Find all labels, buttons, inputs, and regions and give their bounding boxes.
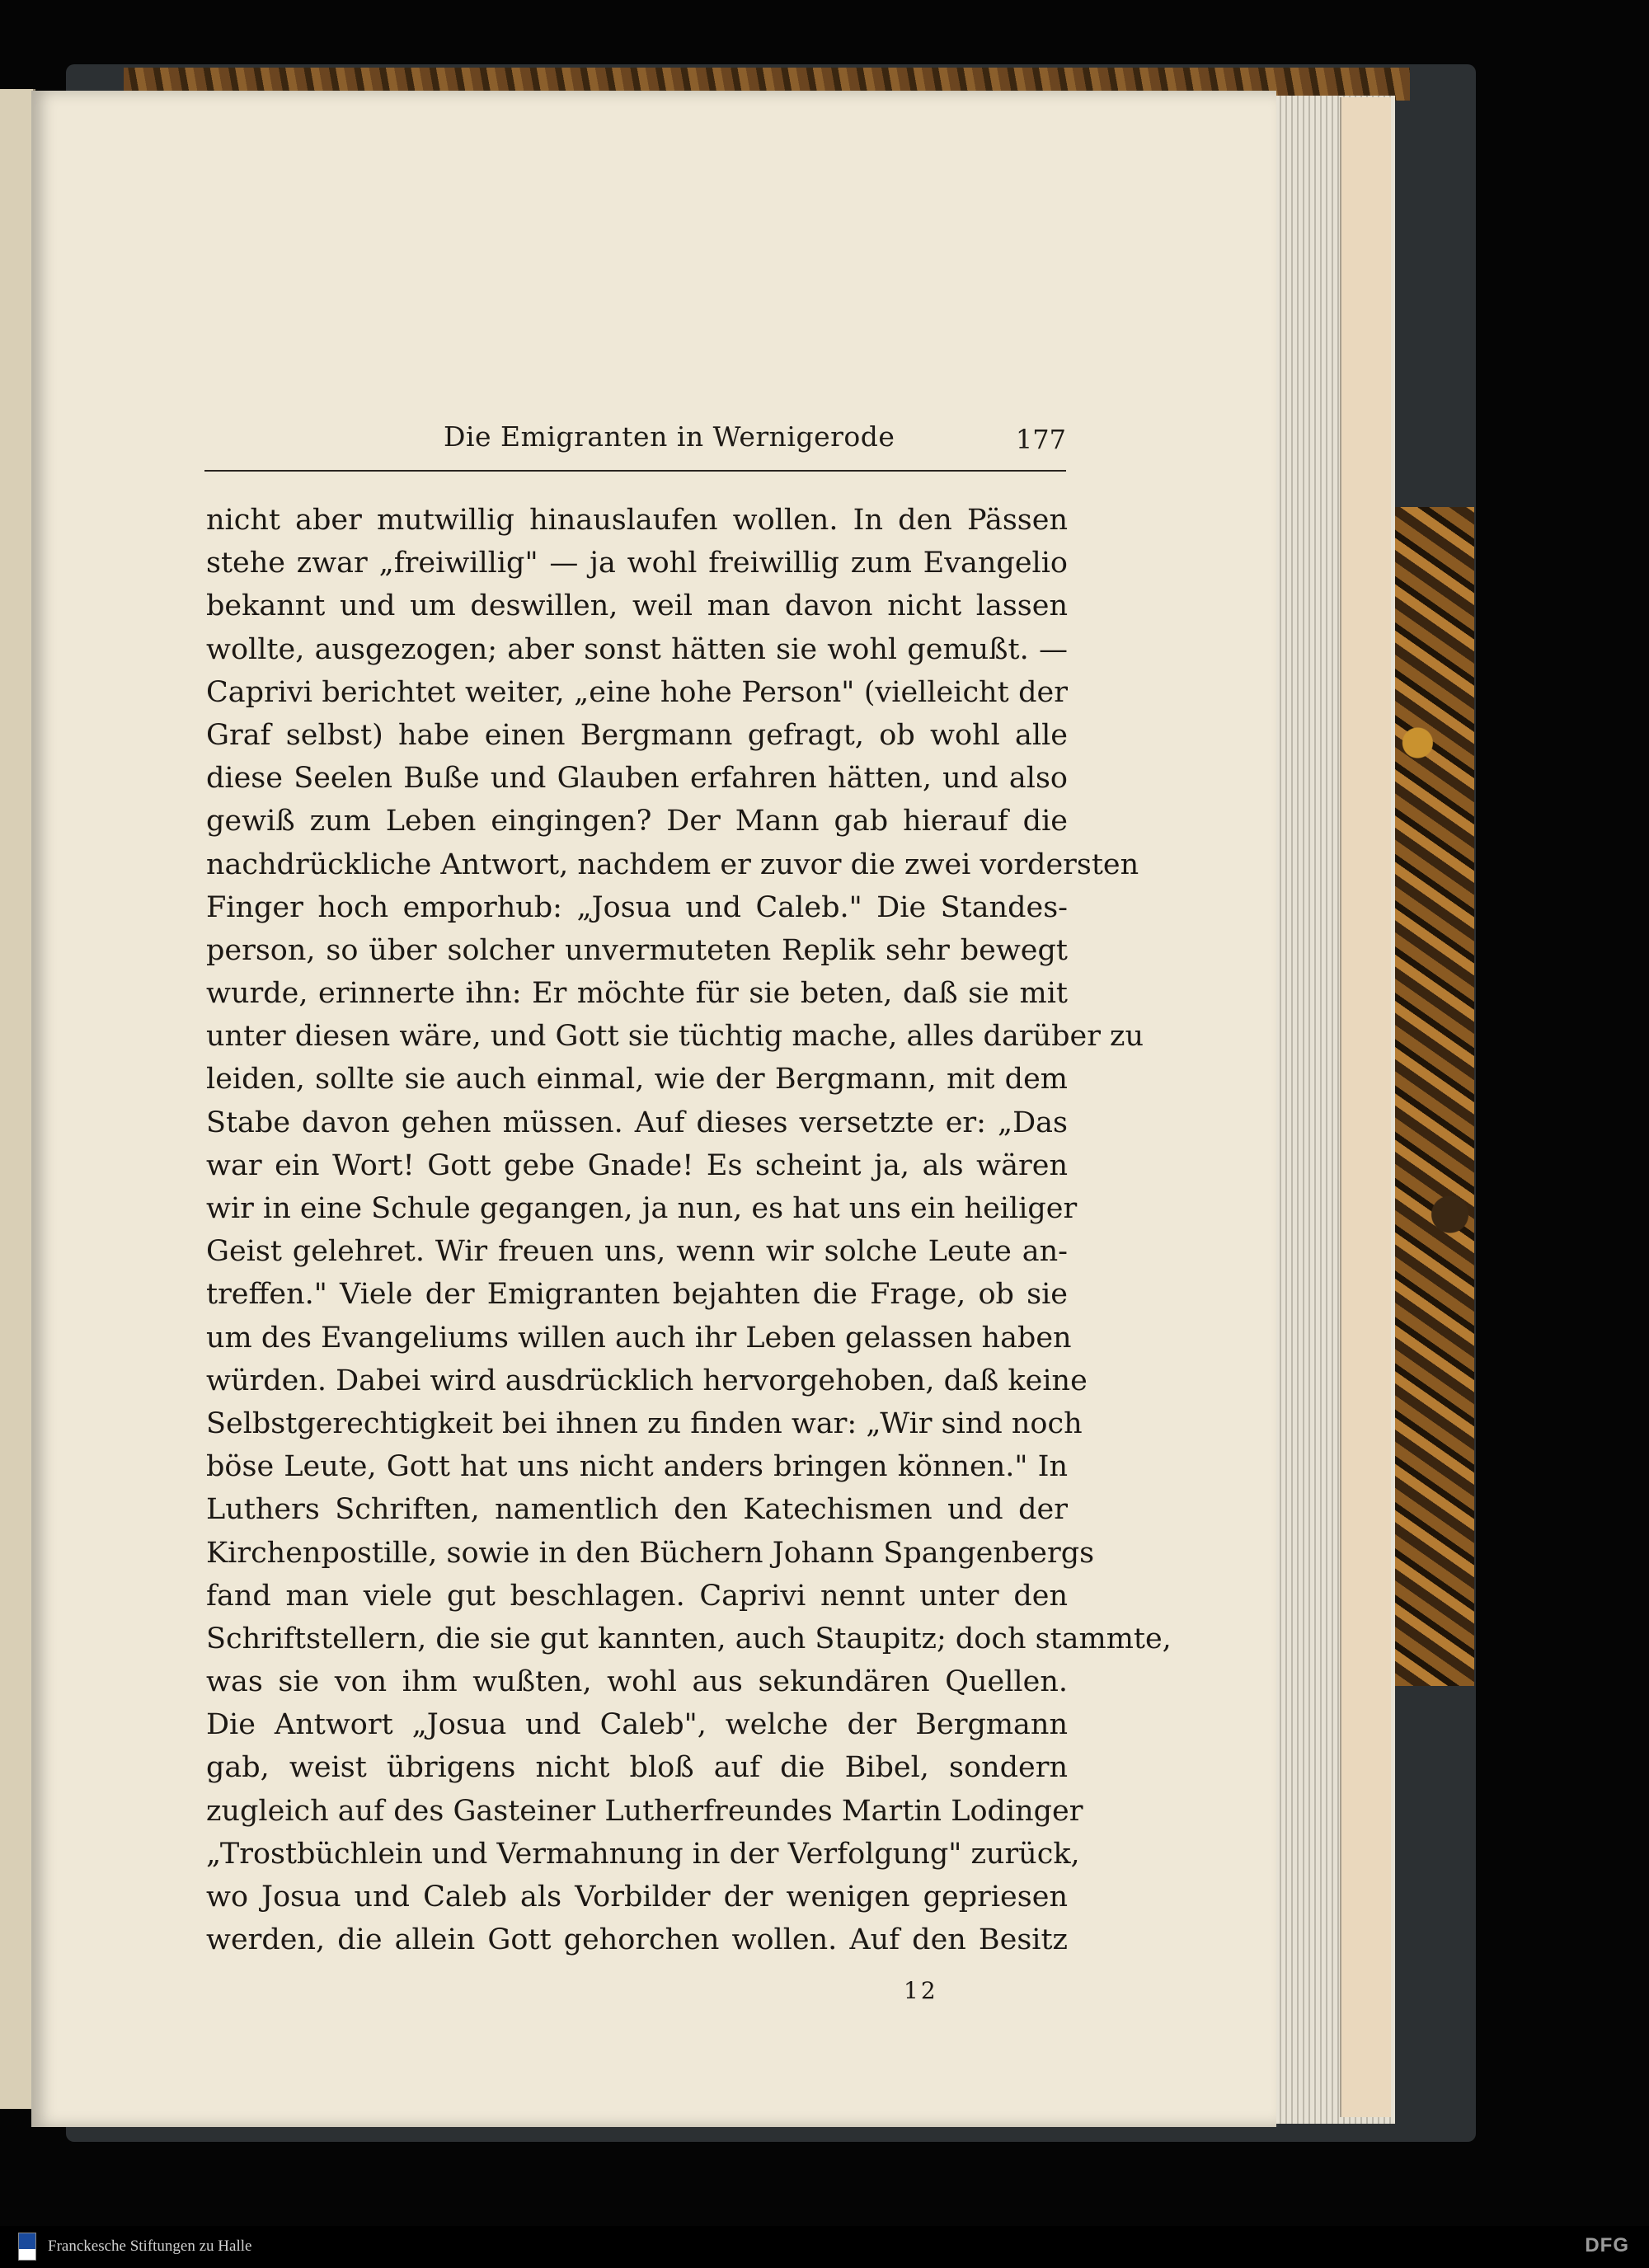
text-line: Caprivi berichtet weiter, „eine hohe Person" (vielleicht der xyxy=(206,675,1068,709)
text-line: um des Evangeliums willen auch ihr Leben gelassen haben xyxy=(206,1321,1072,1355)
text-line: „Trostbüchlein und Vermahnung in der Verfolgung" zurück, xyxy=(206,1837,1080,1871)
text-line: was sie von ihm wußten, wohl aus sekundären Quellen. xyxy=(206,1665,1068,1699)
running-title: Die Emigranten in Wernigerode xyxy=(444,420,895,453)
text-line: Geist gelehret. Wir freuen uns, wenn wir solche Leute an- xyxy=(206,1235,1068,1269)
facing-page-edge xyxy=(0,89,35,2109)
text-line: wir in eine Schule gegangen, ja nun, es hat uns ein heiliger xyxy=(206,1192,1078,1225)
text-line: zugleich auf des Gasteiner Lutherfreundes Martin Lodinger xyxy=(206,1794,1083,1828)
text-line: Luthers Schriften, namentlich den Katechismen und der xyxy=(206,1493,1068,1527)
text-line: nicht aber mutwillig hinauslaufen wollen. In den Pässen xyxy=(206,504,1068,537)
text-line: Die Antwort „Josua und Caleb", welche der Bergmann xyxy=(206,1708,1068,1742)
cover-marbled-board xyxy=(1393,507,1474,1686)
book-page xyxy=(31,91,1276,2127)
text-line: wurde, erinnerte ihn: Er möchte für sie beten, daß sie mit xyxy=(206,977,1068,1011)
text-line: treffen." Viele der Emigranten bejahten die Frage, ob sie xyxy=(206,1278,1068,1312)
footer-institution[interactable]: Franckesche Stiftungen zu Halle xyxy=(48,2237,252,2255)
text-line: böse Leute, Gott hat uns nicht anders bringen können." In xyxy=(206,1450,1068,1484)
text-line: wollte, ausgezogen; aber sonst hätten sie wohl gemußt. — xyxy=(206,632,1068,666)
text-line: nachdrückliche Antwort, nachdem er zuvor die zwei vordersten xyxy=(206,848,1139,881)
text-line: bekannt und um deswillen, weil man davon nicht lassen xyxy=(206,589,1068,623)
running-head xyxy=(204,420,1066,472)
text-line: Graf selbst) habe einen Bergmann gefragt, ob wohl alle xyxy=(206,718,1068,752)
text-line: diese Seelen Buße und Glauben erfahren hätten, und also xyxy=(206,762,1068,796)
text-line: Kirchenpostille, sowie in den Büchern Johann Spangenbergs xyxy=(206,1536,1095,1570)
text-line: Stabe davon gehen müssen. Auf dieses versetzte er: „Das xyxy=(206,1106,1068,1139)
funder-logo: DFG xyxy=(1585,2234,1629,2256)
text-line: würden. Dabei wird ausdrücklich hervorgehoben, daß keine xyxy=(206,1364,1088,1397)
text-line: Finger hoch emporhub: „Josua und Caleb." Die Standes- xyxy=(206,890,1068,924)
text-line: wo Josua und Caleb als Vorbilder der wenigen gepriesen xyxy=(206,1881,1068,1913)
text-line: stehe zwar „freiwillig" — ja wohl freiwillig zum Evangelio xyxy=(206,547,1068,580)
footer-bar xyxy=(0,2226,1649,2268)
institution-logo-icon xyxy=(18,2233,36,2261)
text-line: gab, weist übrigens nicht bloß auf die Bibel, sondern xyxy=(206,1751,1068,1785)
page-number: 177 xyxy=(1015,424,1066,455)
text-line: war ein Wort! Gott gebe Gnade! Es scheint ja, als wären xyxy=(206,1148,1068,1182)
sheet-signature: 12 xyxy=(904,1977,938,2004)
body-text xyxy=(206,499,1172,1961)
text-line: werden, die allein Gott gehorchen wollen. Auf den Besitz xyxy=(206,1923,1068,1957)
page-edges-outer xyxy=(1340,97,1391,2117)
text-line: fand man viele gut beschlagen. Caprivi nennt unter den xyxy=(206,1579,1068,1613)
text-line: Selbstgerechtigkeit bei ihnen zu finden war: „Wir sind noch xyxy=(206,1406,1083,1440)
text-line: Schriftstellern, die sie gut kannten, auch Staupitz; doch stammte, xyxy=(206,1622,1172,1655)
text-line: person, so über solcher unvermuteten Replik sehr bewegt xyxy=(206,933,1068,967)
text-line: gewiß zum Leben eingingen? Der Mann gab hierauf die xyxy=(206,805,1068,838)
text-line: unter diesen wäre, und Gott sie tüchtig mache, alles darüber zu xyxy=(206,1020,1144,1054)
text-line: leiden, sollte sie auch einmal, wie der Bergmann, mit dem xyxy=(206,1063,1068,1096)
